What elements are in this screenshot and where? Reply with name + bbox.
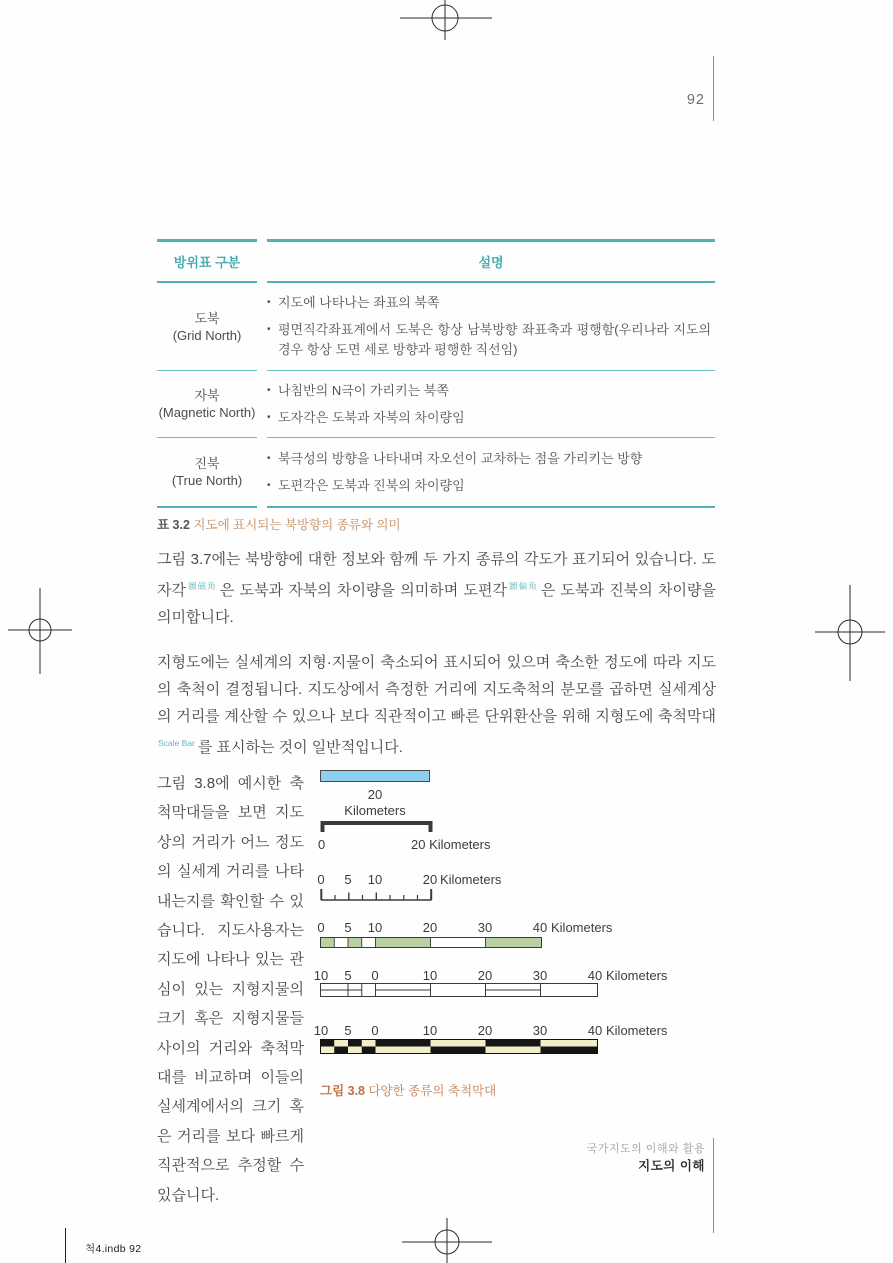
paragraph-2 xyxy=(157,649,716,761)
table-caption-text: 지도에 표시되는 북방향의 종류와 의미 xyxy=(193,518,401,532)
figure-caption-text: 다양한 종류의 축척막대 xyxy=(368,1084,497,1098)
paragraph-1 xyxy=(157,546,716,631)
scalebar4-tick-label: 0 xyxy=(317,920,325,935)
scalebar3-tick-label: 0 xyxy=(317,872,325,887)
table-row-description xyxy=(267,438,715,508)
scalebar6-tick-label: 0 xyxy=(371,1023,379,1038)
table-bullet: • 북극성의 방향을 나타내며 자오선이 교차하는 점을 가리키는 방향 xyxy=(267,449,711,469)
table-bullet: • 지도에 나타나는 좌표의 북쪽 xyxy=(267,293,711,313)
scalebar-alternating-green xyxy=(320,937,542,948)
figure-caption-label: 그림 3.8 xyxy=(320,1084,365,1098)
scalebar4-tick-label: 40 xyxy=(532,920,548,935)
table-row-description xyxy=(267,371,715,438)
english-superscript: Scale Bar xyxy=(158,738,195,748)
page-number: 92 xyxy=(686,92,705,108)
scalebar5-tick-label: 20 xyxy=(477,968,493,983)
corner-crop-mark xyxy=(65,1228,66,1263)
paragraph-text: 를 표시하는 것이 일반적입니다. xyxy=(197,739,403,756)
registration-mark-top-icon xyxy=(398,0,494,42)
hanja-superscript: 圖磁角 xyxy=(186,581,217,591)
north-types-table xyxy=(157,239,715,508)
paragraph-text: 은 도북과 자북의 차이량을 의미하며 도편각 xyxy=(219,582,507,599)
scalebar5-tick-label: 30 xyxy=(532,968,548,983)
scalebar-tick-ruler xyxy=(320,888,434,901)
paragraph-3: 그림 3.8에 예시한 축척막대들을 보면 지도상의 거리가 어느 정도의 실세계 거리를 나타내는지를 확인할 수 있습니다. 지도사용자는 지도에 나타나 있는 관심이 있는 지형지물의 크기 혹은 지형지물들 사이의 거리와 축척막대를 비교하며 이들의 실세계에서의 크기 혹은 거리를 보다 빠르게 직관적으로 추정할 수 있습니다. xyxy=(157,775,304,1204)
term-en: (Magnetic North) xyxy=(158,405,256,420)
paragraph-text: 그림 3.7에는 북방향에 대한 정보와 함께 두 가지 종류의 각도가 표기되어 있습니다. 도자각 xyxy=(157,551,716,599)
scalebar4-tick-label: 20 xyxy=(422,920,438,935)
scalebar-checkerboard xyxy=(320,1039,598,1054)
scalebar3-unit: Kilometers xyxy=(440,872,502,887)
scalebar-solid-blue xyxy=(320,770,430,782)
scalebar5-tick-label: 40 xyxy=(587,968,603,983)
scalebar3-tick-label: 5 xyxy=(344,872,352,887)
hanja-superscript: 圖偏角 xyxy=(507,581,538,591)
scalebar5-tick-label: 10 xyxy=(422,968,438,983)
term-ko: 도북 xyxy=(194,310,220,326)
table-row-term xyxy=(157,283,257,371)
term-en: (True North) xyxy=(171,473,243,488)
footer-section-title: 지도의 이해 xyxy=(638,1159,705,1173)
scalebar6-tick-label: 5 xyxy=(344,1023,352,1038)
table-header-description: 설명 xyxy=(267,239,715,283)
table-row-description xyxy=(267,283,715,371)
scalebar4-tick-label: 5 xyxy=(344,920,352,935)
table-row-term xyxy=(157,371,257,438)
term-en: (Grid North) xyxy=(172,327,242,343)
scalebar5-tick-label: 10 xyxy=(313,968,329,983)
registration-mark-left-icon xyxy=(0,588,76,674)
table-header-category: 방위표 구분 xyxy=(157,239,257,283)
term-ko: 진북 xyxy=(194,456,220,471)
scalebar1-value: 20 xyxy=(367,787,383,802)
footer-series-title: 국가지도의 이해와 활용 xyxy=(586,1143,705,1155)
paragraph-text: 지형도에는 실세계의 지형·지물이 축소되어 표시되어 있으며 축소한 정도에 따라 지도의 축척이 결정됩니다. 지도상에서 측정한 거리에 지도축척의 분모를 곱하면 실세계상의 거리를 계산할 수 있으나 보다 직관적이고 빠른 단위환산을 위해 지형도에 축척막대 xyxy=(157,654,716,725)
table-bullet: • 나침반의 N극이 가리키는 북쪽 xyxy=(267,381,711,401)
table-bullet: • 도자각은 도북과 자북의 차이량임 xyxy=(267,408,711,428)
scalebar-bracket xyxy=(320,819,434,832)
header-rule xyxy=(713,56,714,121)
scalebar2-end-label: 20 Kilometers xyxy=(411,837,491,852)
scalebar6-tick-label: 10 xyxy=(422,1023,438,1038)
term-ko: 자북 xyxy=(194,388,220,403)
figure-caption xyxy=(320,1081,496,1099)
scalebar4-unit: Kilometers xyxy=(551,920,613,935)
scalebar4-tick-label: 30 xyxy=(477,920,493,935)
scalebar-divided-white xyxy=(320,983,598,997)
table-bullet: • 평면직각좌표계에서 도북은 항상 남북방향 좌표축과 평행함(우리나라 지도의 경우 항상 도면 세로 방향과 평행한 직선임) xyxy=(267,320,711,360)
table-row-term xyxy=(157,438,257,508)
table-caption-label: 표 3.2 xyxy=(157,518,190,532)
scalebar6-tick-label: 40 xyxy=(587,1023,603,1038)
scalebar3-tick-label: 20 xyxy=(422,872,438,887)
scalebar3-tick-label: 10 xyxy=(367,872,383,887)
footer-rule xyxy=(713,1138,714,1233)
registration-mark-right-icon xyxy=(805,585,893,681)
scalebar5-tick-label: 5 xyxy=(344,968,352,983)
scalebar6-tick-label: 30 xyxy=(532,1023,548,1038)
table-caption xyxy=(157,515,401,533)
scalebar6-tick-label: 20 xyxy=(477,1023,493,1038)
scalebar6-tick-label: 10 xyxy=(313,1023,329,1038)
table-bullet: • 도편각은 도북과 진북의 차이량임 xyxy=(267,476,711,496)
scalebar6-unit: Kilometers xyxy=(606,1023,668,1038)
figure-scale-bars xyxy=(313,763,758,1108)
scalebar5-unit: Kilometers xyxy=(606,968,668,983)
paragraph-text: 은 도북과 진북의 차이량을 의미합니다. xyxy=(157,582,716,626)
scalebar2-start-label: 0 xyxy=(318,837,326,852)
scalebar4-tick-label: 10 xyxy=(367,920,383,935)
print-file-info: 척4.indb 92 xyxy=(85,1243,142,1255)
scalebar5-tick-label: 0 xyxy=(371,968,379,983)
registration-mark-bottom-icon xyxy=(400,1198,495,1263)
scalebar1-unit: Kilometers xyxy=(344,803,406,818)
